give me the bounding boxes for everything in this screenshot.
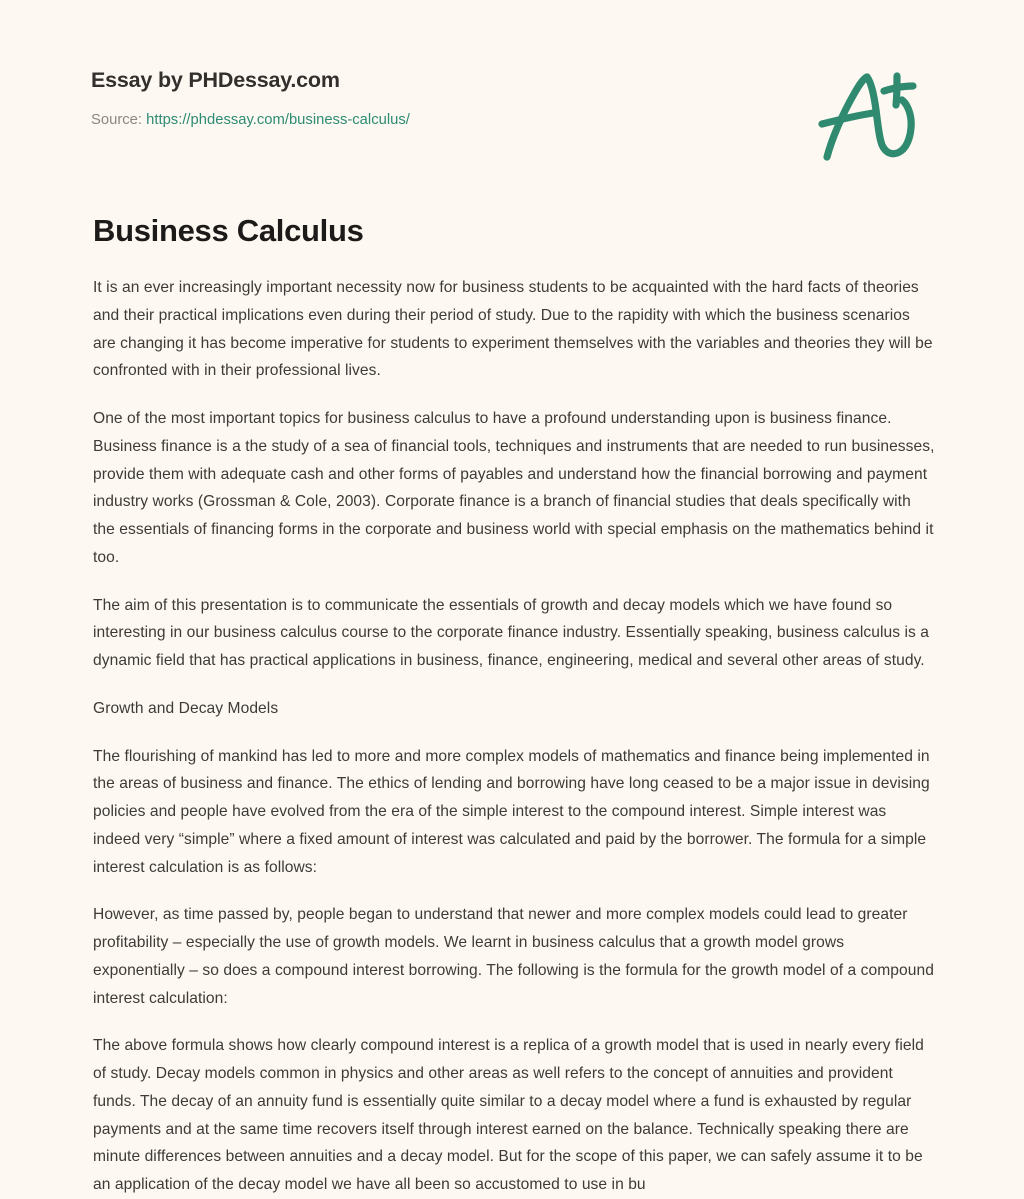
paragraph: However, as time passed by, people began to understand that newer and more complex models could lead to greater profitability – especially the use of growth models. We learnt in business calculus that a growth model grows exponentially – so does a compound interest borrowing. The following is the formula for the growth model of a compound interest calculation: xyxy=(93,906,934,1007)
site-header xyxy=(0,0,1024,182)
header-inner xyxy=(91,68,936,162)
paragraph: The flourishing of mankind has led to more and more complex models of mathematics and finance being implemented in the areas of business and finance. The ethics of lending and borrowing have long ceased to be a major issue in devising policies and people have evolved from the era of the simple interest to the compound interest. Simple interest was indeed very “simple” where a fixed amount of interest was calculated and paid by the borrower. The formula for a simple interest calculation is as follows: xyxy=(93,747,930,876)
source-url-link[interactable]: https://phdessay.com/business-calculus/ xyxy=(146,112,410,129)
article-body xyxy=(93,274,936,1199)
page-title: Business Calculus xyxy=(93,213,364,248)
source-label: Source: xyxy=(91,112,142,129)
paragraph: The above formula shows how clearly compound interest is a replica of a growth model that is used in nearly every field of study. Decay models common in physics and other areas as well refers to the concept of annuities and provident funds. The decay of an annuity fund is essentially quite similar to a decay model where a fund is exhausted by regular payments and at the same time recovers itself through interest earned on the balance. Technically speaking there are minute differences between annuities and a decay model. But for the scope of this paper, we can safely assume it to be an application of the decay model we have all been so accustomed to use in bu xyxy=(93,1037,924,1194)
section-heading-growth-and-decay-models: Growth and Decay Models xyxy=(93,699,279,717)
article xyxy=(0,182,1024,1199)
source-line xyxy=(91,112,410,130)
phdessay-a-plus-logo[interactable] xyxy=(810,62,930,162)
paragraph: The aim of this presentation is to communicate the essentials of growth and decay models which we have found so interesting in our business calculus course to the corporate finance industry. Essentially speaking, business calculus is a dynamic field that has practical applications in business, finance, engineering, medical and several other areas of study. xyxy=(93,596,930,670)
a-plus-icon xyxy=(810,62,930,162)
paragraph: It is an ever increasingly important necessity now for business students to be acquainted with the hard facts of theories and their practical implications even during their period of study. Due to the rapidity with which the business scenarios are changing it has become imperative for students to experiment themselves with the variables and theories they will be confronted with in their professional lives. xyxy=(93,279,933,380)
byline: Essay by PHDessay.com xyxy=(91,68,340,92)
paragraph: One of the most important topics for business calculus to have a profound understanding upon is business finance. Business finance is a the study of a sea of financial tools, techniques and instruments that are needed to run businesses, provide them with adequate cash and other forms of payables and understand how the financial borrowing and payment industry works (Grossman & Cole, 2003). Corporate finance is a branch of financial studies that deals specifically with the essentials of financing forms in the corporate and business world with special emphasis on the mathematics behind it too. xyxy=(93,410,935,566)
header-text-block xyxy=(91,68,410,130)
